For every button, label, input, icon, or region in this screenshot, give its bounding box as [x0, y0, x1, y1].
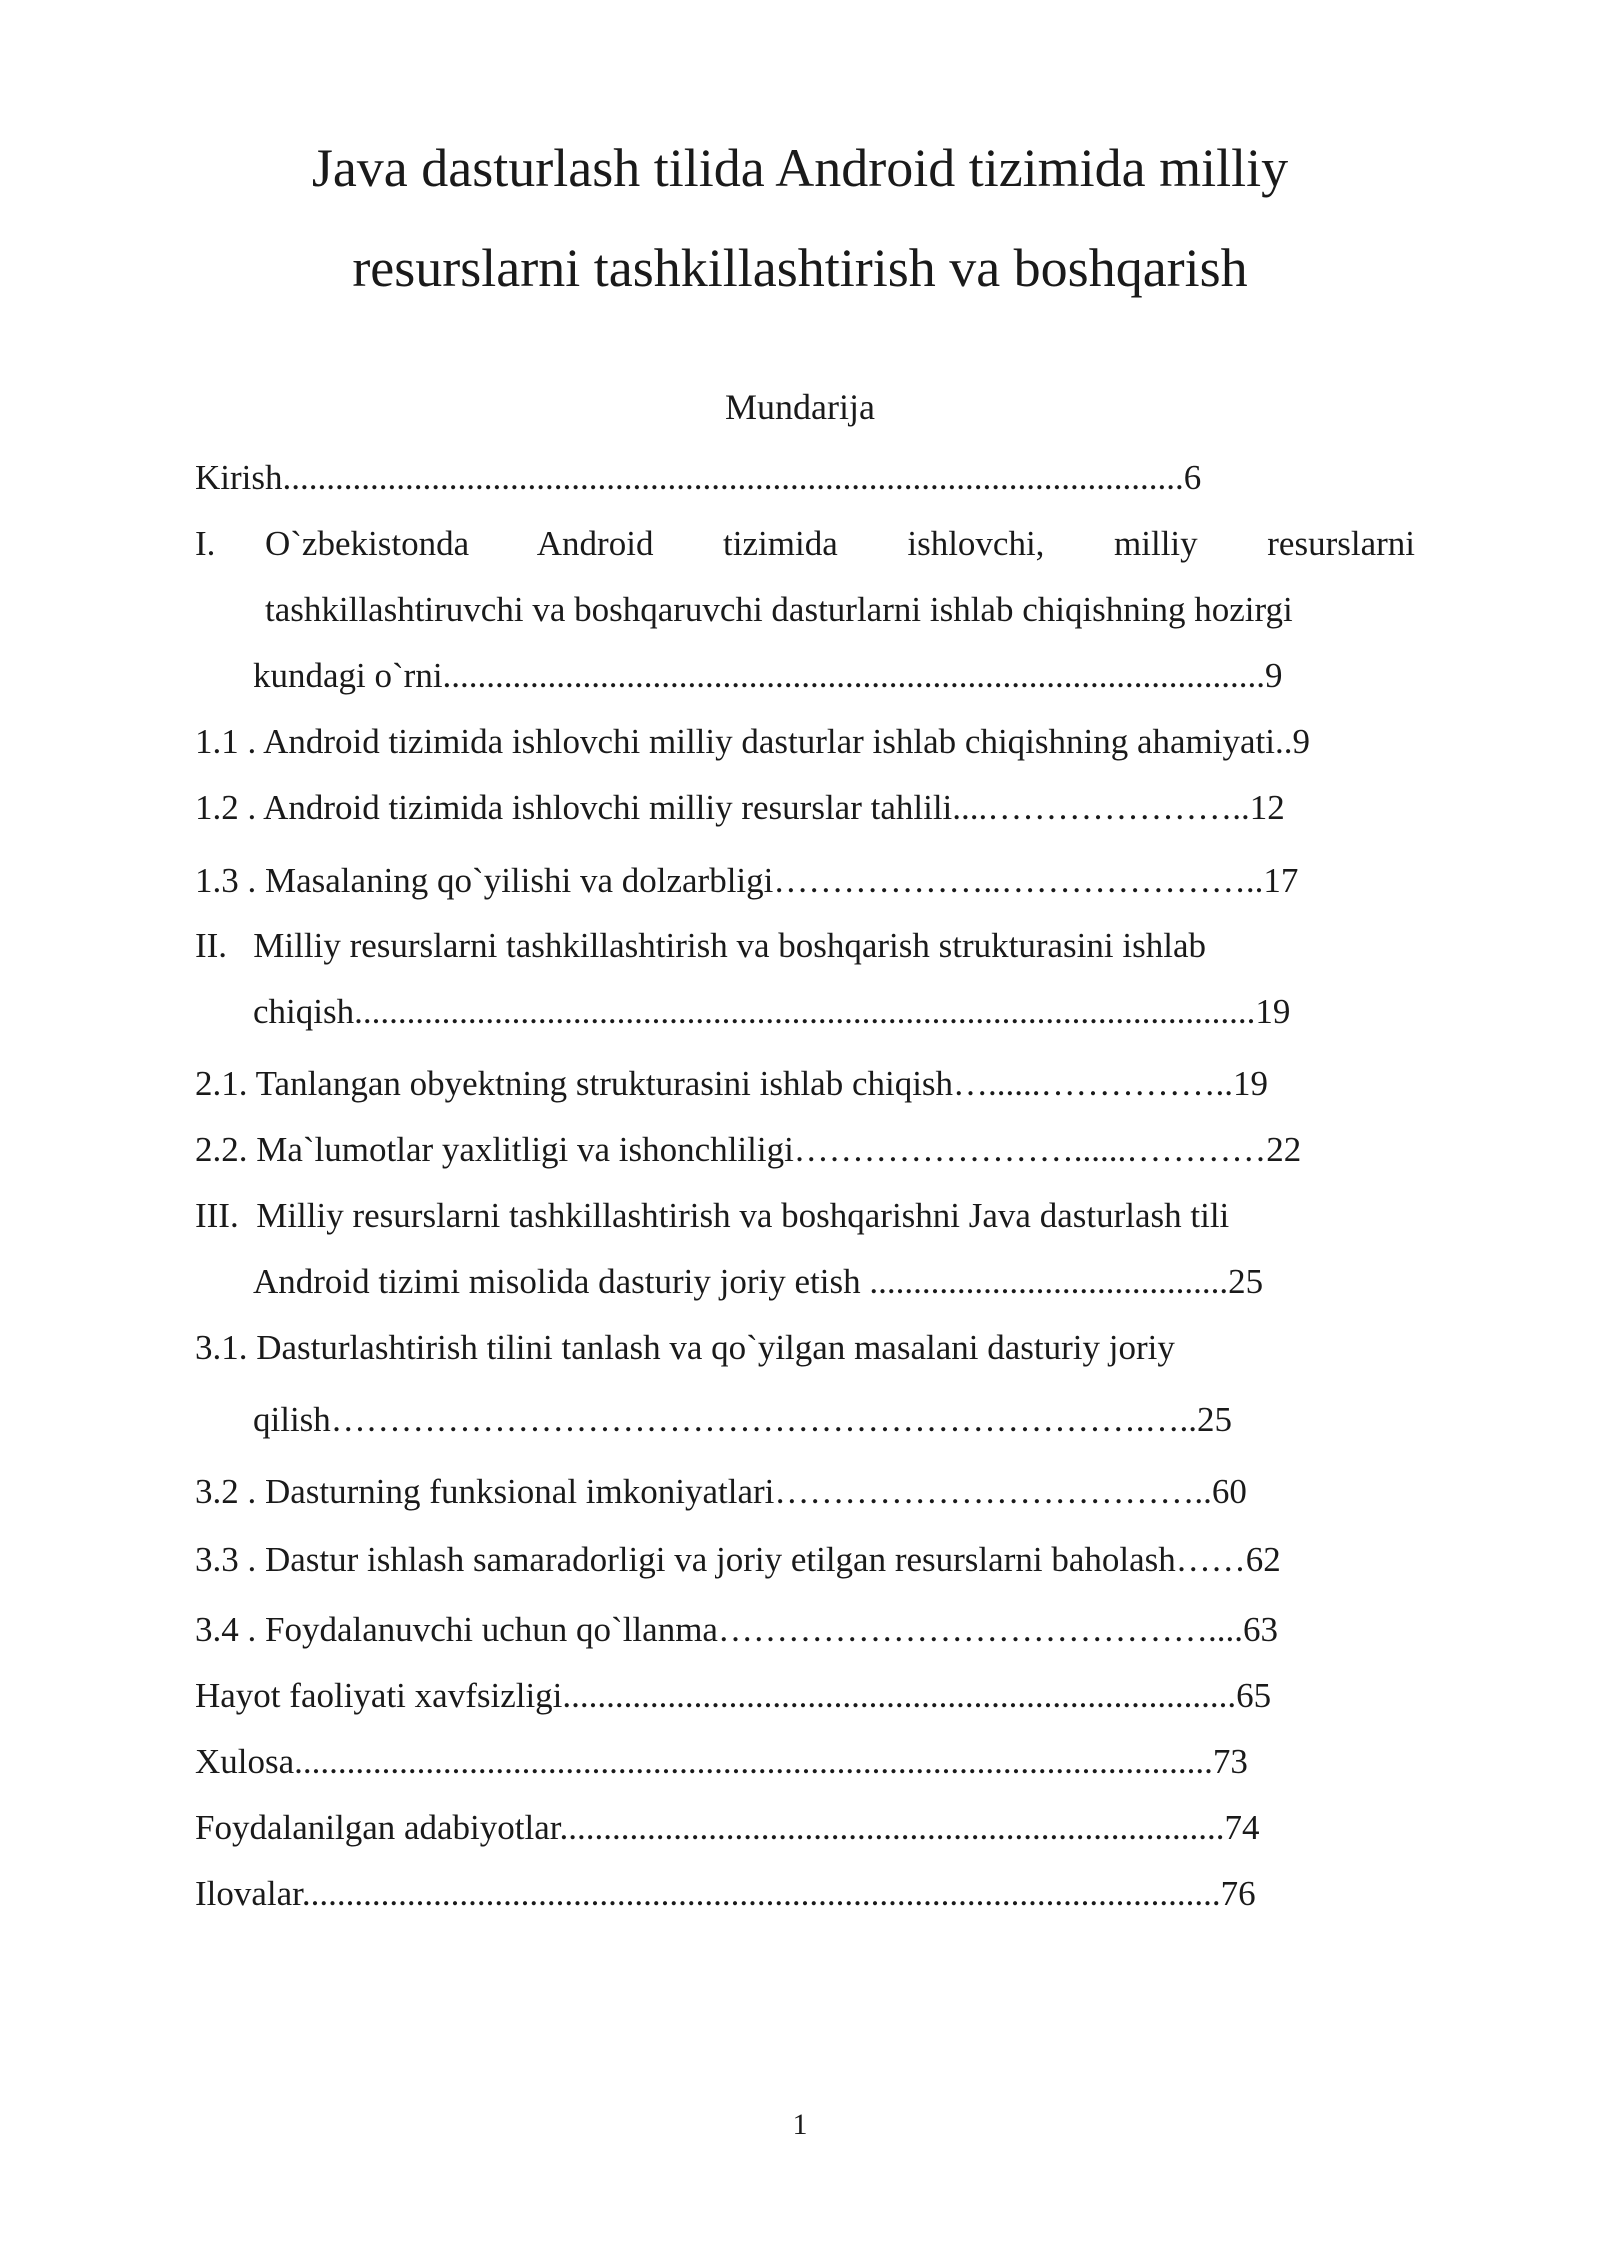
toc-entry-3-1-line-2: qilish…………………………………………………………….…..25 — [253, 1400, 1233, 1439]
contents-heading: Mundarija — [725, 387, 875, 427]
toc-entry-3-1-line-1: 3.1. Dasturlashtirish tilini tanlash va qo`yilgan masalani dasturiy joriy — [195, 1328, 1175, 1367]
title-line-1: Java dasturlash tilida Android tizimida milliy — [311, 138, 1289, 198]
toc-entry-appendices: Ilovalar.........................................................................................................76 — [195, 1874, 1256, 1913]
title-line-2: resurslarni tashkillashtirish va boshqarish — [352, 238, 1248, 298]
toc-entry-1-1: 1.1 . Android tizimida ishlovchi milliy dasturlar ishlab chiqishning ahamiyati..9 — [195, 722, 1310, 761]
toc-section-1-title-line-3: kundagi o`rni..............................................................................................9 — [253, 656, 1283, 695]
toc-entry-3-3: 3.3 . Dastur ishlash samaradorligi va joriy etilgan resurslarni baholash……62 — [195, 1540, 1281, 1579]
toc-section-3-line-2: Android tizimi misolida dasturiy joriy etish .........................................25 — [253, 1262, 1264, 1301]
toc-entry-references: Foydalanilgan adabiyotlar............................................................................74 — [195, 1808, 1260, 1847]
toc-entry-1-2: 1.2 . Android tizimida ishlovchi milliy resurslar tahlili....…………………..12 — [195, 788, 1285, 827]
toc-entry-conclusion: Xulosa.........................................................................................................73 — [195, 1742, 1248, 1781]
toc-section-3-line-1: III. Milliy resurslarni tashkillashtirish va boshqarishni Java dasturlash tili — [195, 1196, 1230, 1235]
toc-entry-2-1: 2.1. Tanlangan obyektning strukturasini ishlab chiqish…......……………..19 — [195, 1064, 1269, 1103]
toc-entry-1-3: 1.3 . Masalaning qo`yilishi va dolzarbligi………………..…………………..17 — [195, 861, 1299, 900]
toc-section-2-line-1: II. Milliy resurslarni tashkillashtirish va boshqarish strukturasini ishlab — [195, 926, 1206, 965]
toc-section-1-numeral: I. — [195, 524, 216, 563]
toc-section-1-title-line-2: tashkillashtiruvchi va boshqaruvchi dasturlarni ishlab chiqishning hozirgi — [265, 590, 1293, 629]
toc-section-2-line-2: chiqish.......................................................................................................19 — [253, 992, 1291, 1031]
toc-entry-3-2: 3.2 . Dasturning funksional imkoniyatlari………………………………..60 — [195, 1472, 1247, 1511]
toc-entry-2-2: 2.2. Ma`lumotlar yaxlitligi va ishonchliligi……………………......…………22 — [195, 1130, 1302, 1169]
toc-section-1-title-line-1: O`zbekistonda Android tizimida ishlovchi, milliy resurslarni — [265, 524, 1415, 563]
toc-entry-life-safety: Hayot faoliyati xavfsizligi.............................................................................65 — [195, 1676, 1272, 1715]
toc-entry-introduction: Kirish.......................................................................................................6 — [195, 458, 1202, 497]
toc-entry-3-4: 3.4 . Foydalanuvchi uchun qo`llanma……………………………………....63 — [195, 1610, 1278, 1649]
document-title — [0, 118, 1600, 318]
page-number: 1 — [792, 2108, 808, 2141]
